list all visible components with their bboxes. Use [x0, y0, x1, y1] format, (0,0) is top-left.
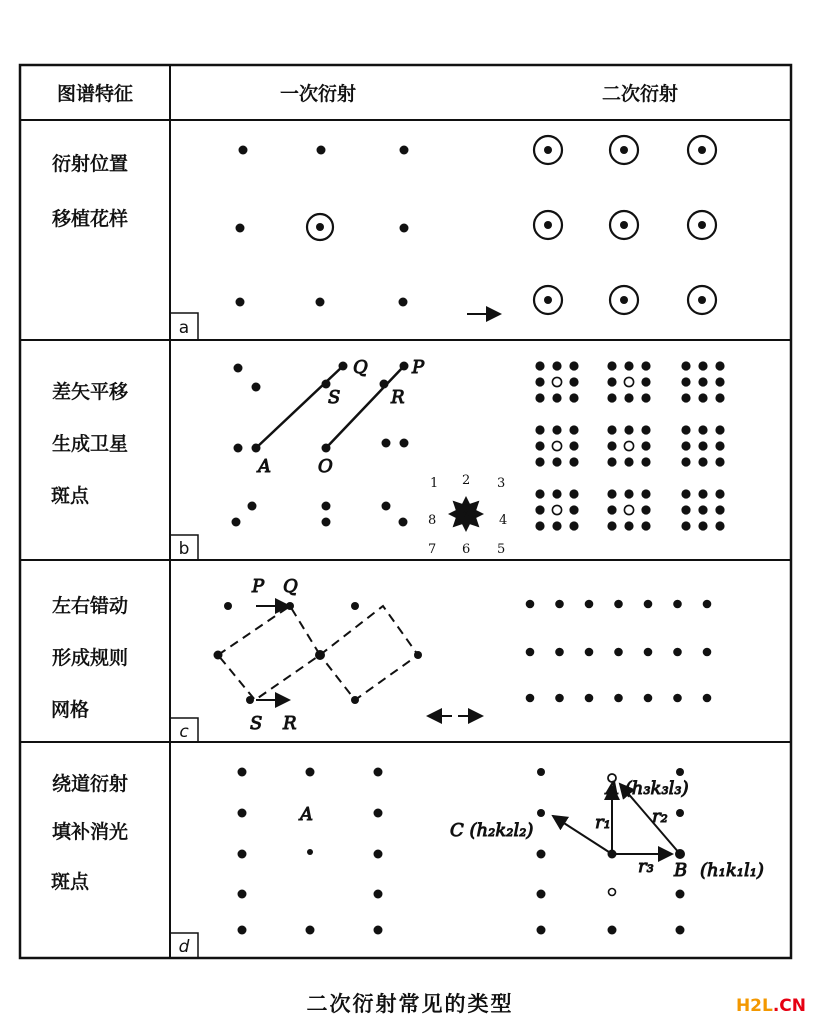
diffraction-spot: [535, 441, 544, 450]
diffraction-spot: [535, 505, 544, 514]
row-b-label-1: 差矢平移: [51, 381, 129, 403]
diffraction-spot: [681, 521, 690, 530]
diffraction-spot: [715, 489, 724, 498]
diffraction-spot: [535, 489, 544, 498]
diffraction-spot: [681, 361, 690, 370]
row-c-label-2: 形成规则: [51, 647, 129, 669]
site-logo: [736, 996, 806, 1016]
star-num-4: 4: [499, 513, 508, 528]
star-num-5: 5: [497, 542, 506, 557]
row-b-label-R: R: [391, 387, 405, 408]
diffraction-spot: [607, 457, 616, 466]
diffraction-spot: [703, 648, 712, 657]
diffraction-spot: [641, 505, 650, 514]
diffraction-spot: [614, 694, 623, 703]
diffraction-spot: [535, 377, 544, 386]
diffraction-spot: [681, 377, 690, 386]
diffraction-spot: [607, 521, 616, 530]
panel-a-letter: a: [178, 318, 190, 338]
row-b-label-Q: Q: [353, 357, 368, 378]
logo-part-1: H2L: [735, 996, 773, 1016]
header-primary-diffraction: 一次衍射: [279, 83, 357, 105]
diffraction-spot: [698, 361, 707, 370]
row-d-label-A-hkl: A (h₃k₃l₃): [606, 778, 689, 799]
diffraction-spot: [555, 648, 564, 657]
panel-b-letter: b: [178, 539, 190, 559]
diffraction-spot: [607, 505, 616, 514]
diffraction-spot: [644, 648, 653, 657]
diffraction-spot: [698, 393, 707, 402]
diffraction-spot: [715, 425, 724, 434]
diffraction-spot: [641, 361, 650, 370]
diffraction-spot: [715, 361, 724, 370]
diffraction-spot: [703, 694, 712, 703]
row-a-secondary-ring-spots: [534, 136, 716, 314]
diffraction-spot: [644, 694, 653, 703]
diffraction-spot: [585, 694, 594, 703]
panel-d-letter: d: [178, 937, 190, 957]
diffraction-spot: [681, 505, 690, 514]
row-b-label-P: P: [412, 357, 425, 378]
diffraction-spot: [681, 489, 690, 498]
row-c-label-Q: Q: [283, 576, 298, 597]
diffraction-spot: [607, 425, 616, 434]
star-num-2: 2: [462, 473, 471, 488]
row-a-label-2: 移植花样: [51, 208, 129, 230]
row-d-label-r3: r₃: [638, 856, 654, 877]
diffraction-spot: [698, 521, 707, 530]
diffraction-spot: [698, 457, 707, 466]
diffraction-spot: [552, 489, 561, 498]
diffraction-spot: [715, 505, 724, 514]
diffraction-spot: [569, 441, 578, 450]
panel-c-letter: c: [179, 722, 189, 742]
diffraction-spot: [552, 393, 561, 402]
diffraction-spot: [673, 648, 682, 657]
header-feature: 图谱特征: [56, 83, 134, 105]
diffraction-spot: [681, 441, 690, 450]
diffraction-spot: [715, 393, 724, 402]
diffraction-spot: [535, 457, 544, 466]
diffraction-spot: [641, 441, 650, 450]
row-a-label-1: 衍射位置: [51, 153, 129, 175]
diffraction-spot: [607, 393, 616, 402]
diffraction-spot: [715, 377, 724, 386]
row-c-label-1: 左右错动: [51, 595, 129, 617]
diffraction-spot: [641, 457, 650, 466]
diffraction-spot: [703, 600, 712, 609]
diffraction-spot: [569, 489, 578, 498]
diffraction-spot: [624, 361, 633, 370]
diffraction-spot: [641, 489, 650, 498]
row-c-label-R: R: [283, 713, 297, 734]
row-d-extinct-spot: [609, 889, 616, 896]
diffraction-spot: [624, 489, 633, 498]
diffraction-spot: [698, 377, 707, 386]
row-d-label-A: A: [300, 804, 313, 825]
row-d-label-C-hkl: C (h₂k₂l₂): [450, 820, 534, 841]
star-num-3: 3: [497, 476, 506, 491]
diffraction-spot: [698, 441, 707, 450]
diffraction-spot: [698, 425, 707, 434]
diffraction-spot: [607, 377, 616, 386]
diffraction-spot: [552, 425, 561, 434]
diffraction-spot: [681, 457, 690, 466]
diffraction-spot: [552, 505, 561, 514]
diffraction-spot: [526, 694, 535, 703]
diffraction-spot: [569, 393, 578, 402]
row-d-label-1: 绕道衍射: [51, 773, 129, 795]
row-b-label-S: S: [328, 387, 341, 408]
diffraction-spot: [624, 425, 633, 434]
logo-part-2: .CN: [772, 996, 806, 1016]
star-num-6: 6: [462, 542, 471, 557]
star-num-1: 1: [430, 476, 439, 491]
diffraction-spot: [555, 600, 564, 609]
row-c-label-P: P: [252, 576, 265, 597]
row-a-ring-spot: [307, 214, 333, 240]
row-d-label-3: 斑点: [50, 871, 90, 893]
diffraction-spot: [552, 377, 561, 386]
row-c-diagram: [214, 576, 712, 734]
diffraction-spot: [644, 600, 653, 609]
diffraction-spot: [535, 393, 544, 402]
row-b-label-3: 斑点: [50, 485, 90, 507]
row-d-diagram: [238, 768, 764, 935]
diffraction-spot: [535, 521, 544, 530]
diffraction-spot: [526, 648, 535, 657]
diffraction-spot: [526, 600, 535, 609]
row-b-label-2: 生成卫星: [51, 433, 129, 455]
diffraction-spot: [715, 521, 724, 530]
row-c-dashed-grid: [218, 606, 418, 700]
diffraction-spot: [641, 425, 650, 434]
table-grid: [20, 65, 791, 958]
diffraction-spot: [569, 457, 578, 466]
diffraction-spot: [607, 489, 616, 498]
row-c-label-3: 网格: [50, 699, 90, 721]
diffraction-spot: [535, 425, 544, 434]
row-c-secondary-spots: [526, 600, 712, 703]
diffraction-spot: [614, 600, 623, 609]
diffraction-spot: [673, 600, 682, 609]
diffraction-spot: [555, 694, 564, 703]
diffraction-spot: [569, 377, 578, 386]
diffraction-spot: [585, 600, 594, 609]
row-c-label-S: S: [250, 713, 263, 734]
row-d-label-r2: r₂: [652, 806, 668, 827]
diffraction-spot: [681, 425, 690, 434]
diffraction-spot: [569, 505, 578, 514]
diffraction-spot: [624, 505, 633, 514]
row-d-label-2: 填补消光: [51, 821, 129, 843]
diffraction-spot: [641, 521, 650, 530]
diffraction-spot: [585, 648, 594, 657]
diffraction-spot: [569, 361, 578, 370]
row-b-diagram: [232, 357, 725, 557]
diffraction-spot: [569, 425, 578, 434]
star-num-8: 8: [428, 513, 437, 528]
diffraction-spot: [607, 441, 616, 450]
row-d-label-B: B: [674, 860, 688, 881]
diffraction-spot: [607, 361, 616, 370]
diffraction-spot: [552, 521, 561, 530]
star-num-7: 7: [428, 542, 437, 557]
diffraction-spot: [552, 361, 561, 370]
diffraction-spot: [681, 393, 690, 402]
header-secondary-diffraction: 二次衍射: [601, 83, 679, 105]
diffraction-spot: [673, 694, 682, 703]
row-b-label-O: O: [318, 456, 333, 477]
diffraction-spot: [641, 377, 650, 386]
diffraction-spot: [624, 393, 633, 402]
row-d-label-r1: r₁: [595, 812, 611, 833]
diffraction-spot: [535, 361, 544, 370]
diffraction-spot: [614, 648, 623, 657]
row-d-label-B-hkl: (h₁k₁l₁): [700, 860, 764, 881]
diffraction-spot: [624, 521, 633, 530]
figure-caption: 二次衍射常见的类型: [306, 992, 514, 1016]
diffraction-spot: [552, 457, 561, 466]
diffraction-spot: [624, 377, 633, 386]
diffraction-spot: [624, 457, 633, 466]
diffraction-spot: [569, 521, 578, 530]
row-d-primary-spots: [238, 768, 383, 935]
diffraction-spot: [552, 441, 561, 450]
row-a-diagram: [236, 136, 717, 314]
row-b-satellite-spots: [535, 361, 724, 530]
diffraction-spot: [641, 393, 650, 402]
diffraction-spot: [698, 489, 707, 498]
diffraction-spot: [624, 441, 633, 450]
diffraction-spot: [715, 441, 724, 450]
diffraction-spot: [715, 457, 724, 466]
row-b-label-A: A: [258, 456, 271, 477]
row-b-direction-star: [428, 473, 507, 557]
diffraction-spot: [698, 505, 707, 514]
